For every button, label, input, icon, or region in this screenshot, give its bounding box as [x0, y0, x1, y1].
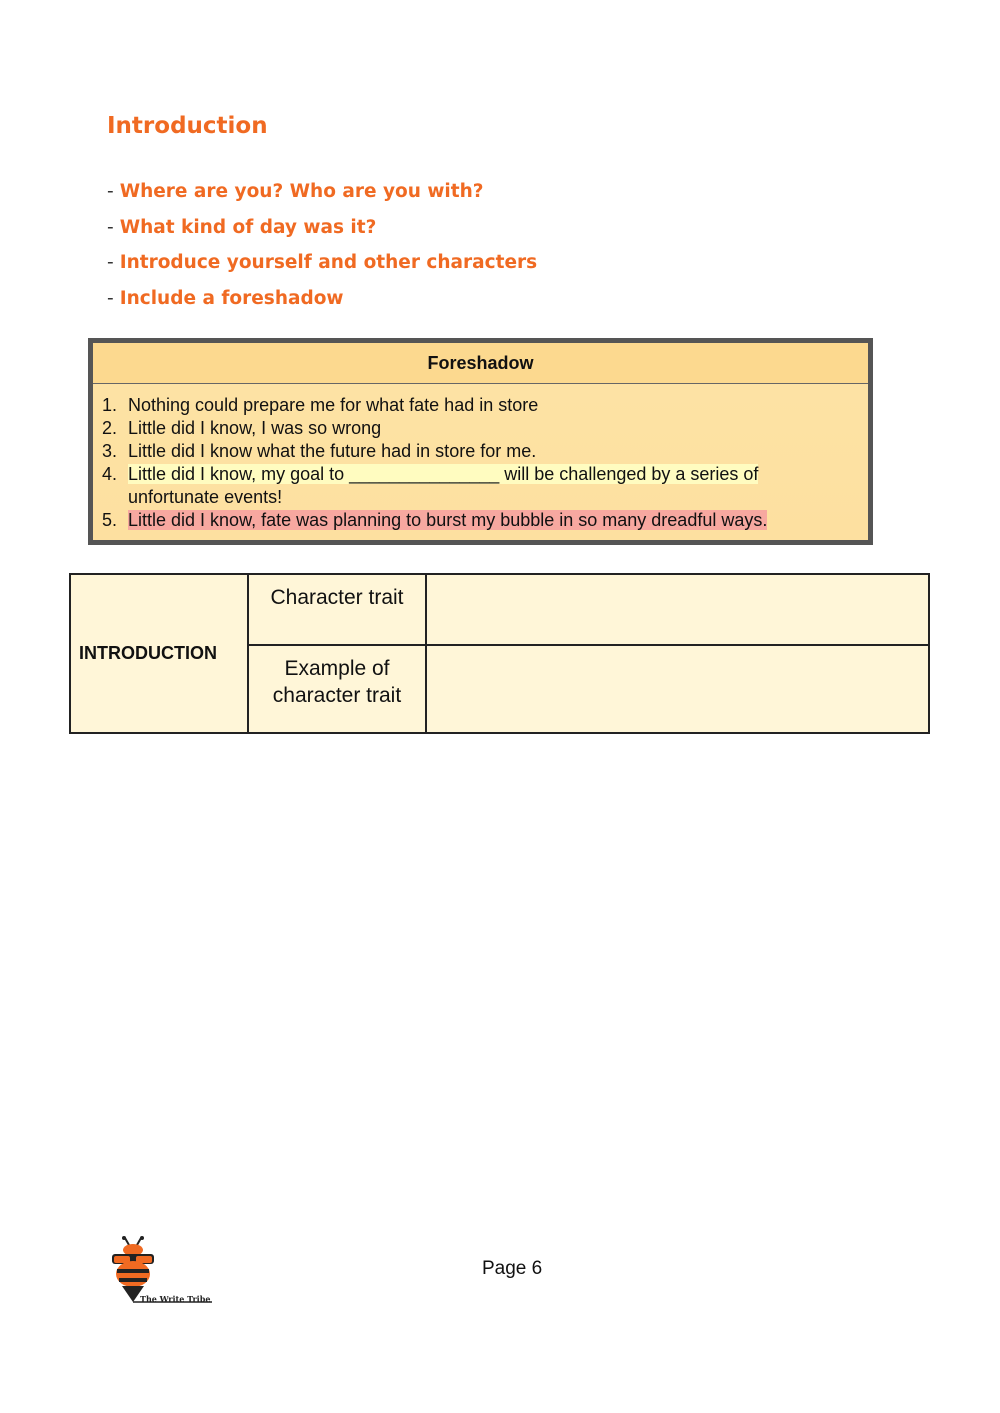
item-number: 1. [102, 395, 118, 415]
item-text: Little did I know, I was so wrong [128, 418, 382, 438]
page-number: Page 6 [482, 1258, 543, 1279]
item-number: 4. [102, 464, 118, 484]
bullet-dash: - [107, 216, 114, 238]
example-trait-answer[interactable] [426, 645, 929, 733]
bullet-dash: - [107, 287, 114, 309]
item-text-highlighted: Little did I know, my goal to _______________ will be challenged by a series of [128, 464, 759, 484]
logo-text: The Write Tribe [140, 1294, 211, 1304]
prompt-text: What kind of day was it? [119, 216, 377, 238]
item-number: 5. [102, 510, 118, 530]
bullet-dash: - [107, 181, 114, 202]
prompt-text: Where are you? Who are you with? [119, 181, 484, 202]
introduction-table [69, 573, 930, 734]
foreshadow-header: Foreshadow [93, 343, 868, 384]
table-row [70, 574, 929, 645]
foreshadow-box [88, 338, 873, 545]
example-label-line1: Example of [284, 657, 390, 680]
prompt-text: Include a foreshadow [119, 287, 344, 309]
item-number: 2. [102, 418, 118, 438]
prompt-item [107, 249, 537, 285]
prompt-text: Introduce yourself and other characters [119, 252, 538, 273]
item-text-continued: unfortunate events! [128, 487, 283, 507]
example-label-line2: character trait [272, 684, 402, 707]
foreshadow-item [102, 394, 868, 417]
foreshadow-item [102, 509, 868, 532]
prompt-list [107, 178, 537, 320]
prompt-item [107, 285, 537, 321]
item-text: Nothing could prepare me for what fate had in store [128, 395, 539, 415]
item-text-highlighted: Little did I know, fate was planning to burst my bubble in so many dreadful ways. [128, 510, 768, 530]
section-title: Introduction [107, 113, 268, 139]
foreshadow-item [102, 463, 868, 509]
prompt-item [107, 178, 537, 214]
foreshadow-item [102, 440, 868, 463]
introduction-label: INTRODUCTION [70, 574, 248, 733]
character-trait-label: Character trait [248, 574, 426, 645]
prompt-item [107, 214, 537, 250]
bullet-dash: - [107, 252, 114, 273]
character-trait-answer[interactable] [426, 574, 929, 645]
foreshadow-item [102, 417, 868, 440]
item-text: Little did I know what the future had in store for me. [128, 441, 537, 461]
foreshadow-list [93, 384, 868, 532]
example-trait-label [248, 645, 426, 733]
item-number: 3. [102, 441, 118, 461]
